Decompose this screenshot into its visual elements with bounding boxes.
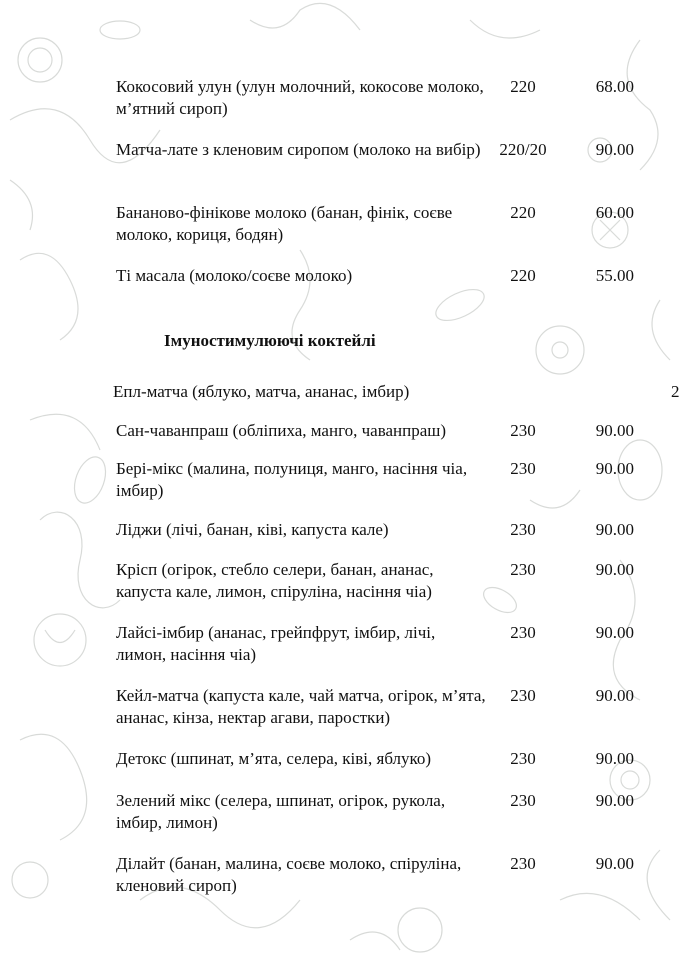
item-weight: 230	[510, 520, 536, 539]
item-name: Матча-лате з кленовим сиропом (молоко на вибір)	[116, 140, 481, 159]
item-name: Детокс (шпинат, м’ята, селера, ківі, яблуко)	[116, 749, 432, 768]
cut-off-weight-digit: 2	[671, 382, 679, 401]
item-price: 90.00	[595, 791, 634, 810]
item-weight: 230	[510, 686, 536, 705]
item-weight: 230	[510, 560, 536, 579]
item-name: Ліджи (лічі, банан, ківі, капуста кале)	[116, 520, 389, 539]
item-name: Епл-матча (яблуко, матча, ананас, імбир)	[113, 382, 410, 401]
item-price: 90.00	[595, 623, 634, 642]
item-price: 90.00	[595, 459, 634, 478]
item-name: Кейл-матча (капуста кале, чай матча, огірок, м’ята, ананас, кінза, нектар агави, паростки)	[116, 686, 486, 727]
item-name: Кріcп (огірок, стебло селери, банан, ананас, капуста кале, лимон, спіруліна, насіння чіа)	[116, 560, 434, 601]
item-name: Ті масала (молоко/соєве молоко)	[116, 266, 353, 285]
item-weight: 220	[510, 77, 536, 96]
item-price: 90.00	[595, 140, 634, 159]
item-price: 90.00	[595, 421, 634, 440]
item-price: 90.00	[595, 749, 634, 768]
item-weight: 230	[510, 854, 536, 873]
item-weight: 230	[510, 791, 536, 810]
item-price: 90.00	[595, 520, 634, 539]
item-name: Бананово-фінікове молоко (банан, фінік, соєве молоко, кориця, бодян)	[116, 203, 453, 244]
item-weight: 230	[510, 749, 536, 768]
item-price: 90.00	[595, 854, 634, 873]
item-name: Лайсі-імбир (ананас, грейпфрут, імбир, лічі, лимон, насіння чіа)	[116, 623, 436, 664]
item-price: 90.00	[595, 560, 634, 579]
item-price: 60.00	[595, 203, 634, 222]
item-weight: 220/20	[499, 140, 547, 159]
item-name: Кокосовий улун (улун молочний, кокосове молоко, м’ятний сироп)	[116, 77, 484, 118]
section-heading-cocktails: Імуностимулюючі коктейлі	[164, 331, 376, 350]
item-name: Бері-мікс (малина, полуниця, манго, насіння чіа, імбир)	[116, 459, 468, 500]
item-name: Зелений мікс (селера, шпинат, огірок, рукола, імбир, лимон)	[116, 791, 446, 832]
item-name: Ділайт (банан, малина, соєве молоко, спіруліна, кленовий сироп)	[116, 854, 462, 895]
item-weight: 230	[510, 623, 536, 642]
item-price: 68.00	[595, 77, 634, 96]
item-price: 90.00	[595, 686, 634, 705]
item-price: 55.00	[595, 266, 634, 285]
item-weight: 220	[510, 203, 536, 222]
item-name: Сан-чаванпраш (обліпиха, манго, чаванпраш)	[116, 421, 447, 440]
item-weight: 220	[510, 266, 536, 285]
item-weight: 230	[510, 421, 536, 440]
item-weight: 230	[510, 459, 536, 478]
